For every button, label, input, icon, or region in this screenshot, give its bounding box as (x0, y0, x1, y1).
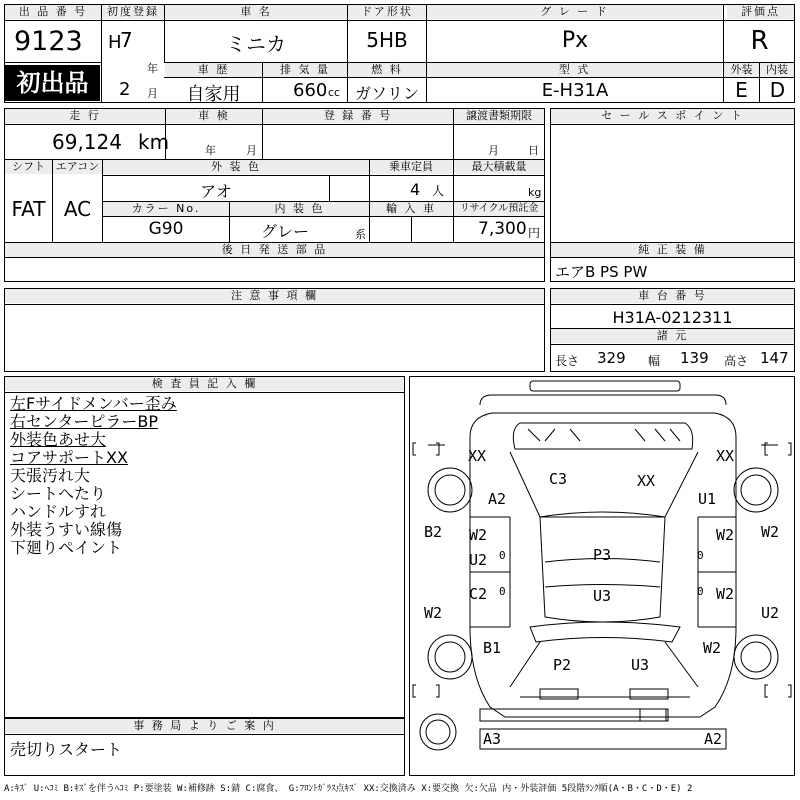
label-exterior: 外装 (724, 63, 759, 77)
width-label: 幅 (648, 354, 661, 368)
mileage-value: 69,124 (52, 130, 122, 154)
mark-left-front-door: W2 (469, 526, 488, 544)
model-value: E-H31A (541, 80, 609, 101)
mark-roof: P3 (593, 546, 612, 564)
mark-rear-bumper-left: A3 (483, 730, 502, 748)
year-unit: 年 (147, 62, 158, 75)
mark-trunk-right: U3 (631, 656, 650, 674)
rating-value: R (750, 26, 769, 56)
label-ac: エアコン (53, 160, 102, 174)
mark-left-front-door-lower: U2 (469, 551, 488, 569)
recycle-value: 7,300 (478, 219, 527, 239)
mark-right-front-door: W2 (716, 526, 735, 544)
label-rating: 評価点 (727, 5, 794, 19)
mark-rear-bumper-right: A2 (704, 730, 723, 748)
car-outline (410, 377, 795, 776)
label-first-reg: 初度登録 (102, 5, 164, 19)
label-sales-points: セ ー ル ス ポ イ ン ト (551, 109, 794, 123)
mark-left-rear-side: W2 (424, 604, 443, 622)
ext-color-value: アオ (200, 182, 232, 201)
label-car-name: 車 名 (165, 5, 347, 19)
width-value: 139 (680, 349, 709, 367)
label-int-color: 内 装 色 (230, 202, 369, 216)
displacement-unit: cc (328, 86, 341, 99)
era-letter: H (108, 32, 122, 53)
int-color-suffix: 系 (355, 228, 366, 241)
label-genuine: 純 正 装 備 (551, 243, 794, 257)
mark-hood: C3 (549, 470, 568, 488)
mark-front-left-panel: A2 (488, 490, 507, 508)
label-inspection: 車 検 (166, 109, 262, 123)
grade-value: Px (561, 28, 589, 53)
mark-right-rear-side: U2 (761, 604, 780, 622)
mark-zero-3: 0 (697, 549, 704, 562)
label-max-load: 最大積載量 (454, 160, 544, 174)
first-listing-badge: 初出品 (5, 65, 100, 101)
mark-front-right-fender: XX (716, 447, 735, 465)
height-label: 高さ (724, 354, 749, 368)
inspector-note: 外装色あせ大 (10, 430, 107, 449)
label-specs: 諸 元 (551, 329, 794, 343)
label-transfer: 譲渡書類期限 (454, 109, 544, 123)
displacement-value: 660 (293, 80, 328, 101)
legend-text: A:ｷｽﾞ U:ﾍｺﾐ B:ｷｽﾞを伴うﾍｺﾐ P:要塗装 W:補修跡 S:錆 C:腐食、 G:ﾌﾛﾝﾄｶﾞﾗｽ点ｷｽﾞ XX:交換済み X:要交換 欠:欠品 内・外装評価 5段階ﾗﾝｸ順(A・B・C・D・E) 2 (4, 784, 693, 794)
label-door: ドア形状 (348, 5, 426, 19)
inspector-note: 左Fサイドメンバー歪み (10, 394, 177, 413)
shift-value: FAT (11, 197, 46, 221)
capacity-unit: 人 (432, 184, 445, 198)
label-lot-no: 出 品 番 号 (5, 5, 101, 19)
history-value: 自家用 (186, 84, 241, 105)
mark-zero-4: 0 (697, 585, 704, 598)
mark-zero-1: 0 (499, 549, 506, 562)
load-unit: kg (528, 186, 542, 199)
mark-front-left-fender: XX (468, 447, 487, 465)
label-fuel: 燃 料 (348, 63, 426, 77)
int-color-value: グレー (260, 222, 309, 241)
label-office: 事 務 局 よ り ご 案 内 (5, 719, 404, 733)
inspector-note: 外装うすい線傷 (10, 520, 123, 539)
year-number: 7 (120, 28, 133, 52)
label-interior: 内装 (760, 63, 794, 77)
month-number: 2 (119, 79, 131, 100)
mark-zero-2: 0 (499, 585, 506, 598)
transfer-day: 日 (528, 144, 539, 157)
label-mileage: 走 行 (5, 109, 165, 123)
height-value: 147 (760, 349, 789, 367)
mark-left-rear-door: C2 (469, 585, 488, 603)
mark-right-rear-quarter: W2 (703, 639, 722, 657)
car-name: ミニカ (226, 32, 286, 56)
label-capacity: 乗車定員 (370, 160, 452, 174)
inspector-note: 天張汚れ大 (10, 466, 91, 485)
inspector-note: ハンドルすれ (10, 502, 107, 521)
inspector-notes-list (10, 395, 177, 557)
office-note: 売切りスタート (10, 740, 123, 759)
door-type: 5HB (366, 28, 408, 52)
length-value: 329 (597, 349, 626, 367)
label-displacement: 排 気 量 (263, 63, 347, 77)
mark-right-rear-door: W2 (716, 585, 735, 603)
inspector-note: シートへたり (10, 484, 107, 503)
genuine-equipment: エアB PS PW (555, 263, 648, 281)
inspection-year: 年 (205, 144, 216, 157)
label-import: 輸 入 車 (370, 202, 452, 216)
label-history: 車 歴 (165, 63, 262, 77)
inspector-note: 右センターピラーBP (10, 412, 158, 431)
month-unit: 月 (147, 87, 158, 100)
recycle-unit: 円 (528, 226, 541, 240)
inspector-note: 下廻りペイント (10, 538, 123, 557)
label-color-no: カラー No. (103, 202, 229, 216)
label-shift: シフト (5, 160, 52, 174)
fuel-value: ガソリン (354, 84, 419, 103)
label-grade: グ レ ー ド (427, 5, 722, 19)
label-model: 型 式 (427, 63, 722, 77)
mark-roof-rear: U3 (593, 587, 612, 605)
mark-trunk-left: P2 (553, 656, 572, 674)
mark-left-rear-quarter: B1 (483, 639, 502, 657)
lot-number: 9123 (14, 26, 83, 57)
label-reg-no: 登 録 番 号 (263, 109, 453, 123)
mark-core-support: XX (637, 472, 656, 490)
inspector-note: コアサポートXX (10, 448, 128, 467)
mark-front-right-panel: U1 (698, 490, 717, 508)
color-no-value: G90 (148, 219, 184, 239)
label-color: 外 装 色 (103, 160, 369, 174)
label-notes: 注 意 事 項 欄 (5, 289, 544, 303)
interior-score: D (769, 78, 786, 102)
mark-left-front-side: B2 (424, 523, 443, 541)
mileage-unit: km (138, 130, 170, 154)
car-diagram (409, 376, 795, 776)
capacity-value: 4 (410, 180, 421, 199)
label-later-parts: 後 日 発 送 部 品 (5, 243, 544, 257)
length-label: 長さ (555, 354, 580, 368)
transfer-month: 月 (488, 144, 499, 157)
inspection-month: 月 (246, 144, 257, 157)
label-chassis: 車 台 番 号 (551, 289, 794, 303)
label-recycle: リサイクル預託金 (454, 202, 544, 216)
exterior-score: E (735, 78, 748, 102)
chassis-number: H31A-0212311 (612, 308, 733, 327)
mark-right-front-side: W2 (761, 523, 780, 541)
ac-value: AC (63, 197, 92, 221)
label-inspector: 検 査 員 記 入 欄 (5, 377, 404, 391)
